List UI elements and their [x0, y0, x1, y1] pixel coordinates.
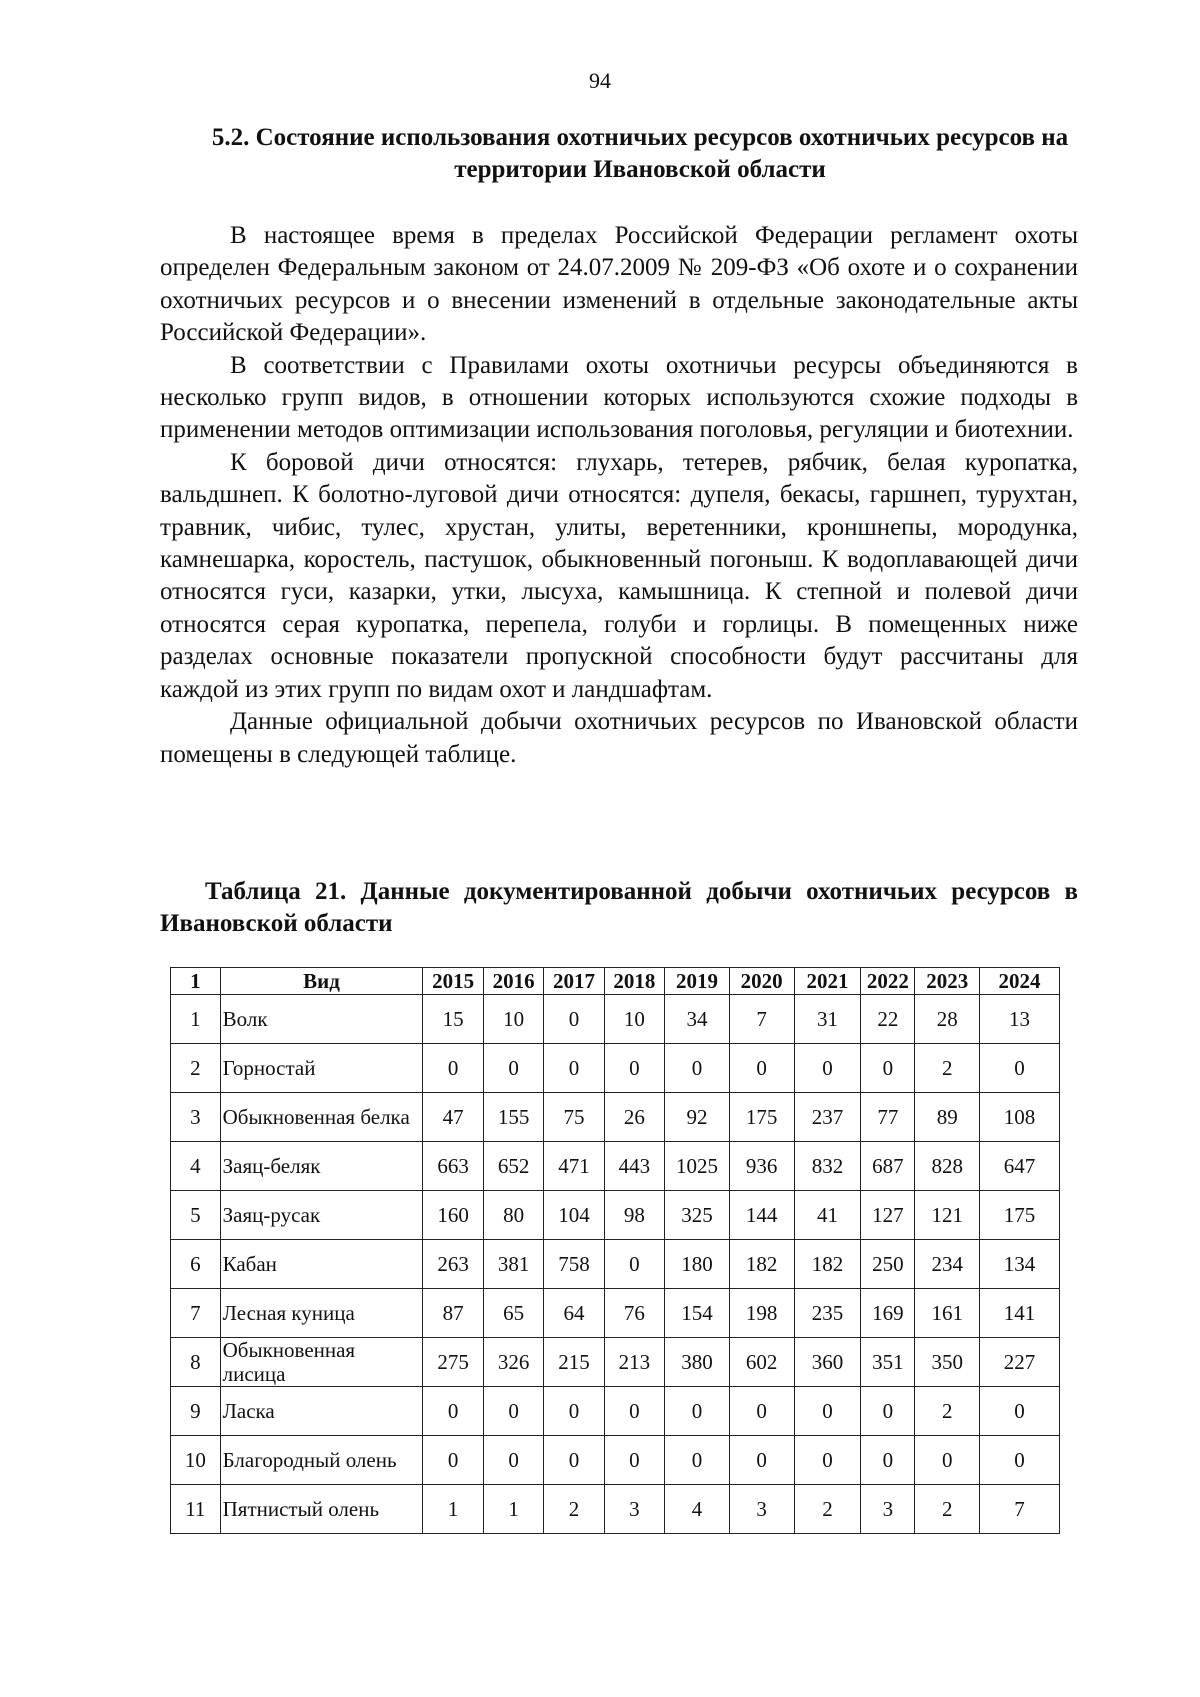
harvest-value-cell: 175	[729, 1093, 794, 1142]
harvest-value-cell: 1	[483, 1485, 543, 1534]
table-caption: Таблица 21. Данные документированной добычи охотничьих ресурсов в Ивановской области	[160, 878, 1078, 937]
harvest-value-cell: 160	[423, 1191, 483, 1240]
harvest-value-cell: 76	[604, 1289, 664, 1338]
table-row	[171, 1436, 1060, 1485]
page-number: 94	[589, 68, 611, 93]
harvest-value-cell: 89	[915, 1093, 980, 1142]
row-number-cell: 9	[171, 1387, 221, 1436]
column-header: 2018	[604, 968, 664, 995]
harvest-value-cell: 75	[544, 1093, 604, 1142]
harvest-value-cell: 0	[604, 1387, 664, 1436]
harvest-value-cell: 180	[665, 1240, 730, 1289]
harvest-value-cell: 0	[483, 1387, 543, 1436]
species-cell: Лесная куница	[220, 1289, 423, 1338]
table-row	[171, 1289, 1060, 1338]
harvest-value-cell: 0	[665, 1044, 730, 1093]
harvest-value-cell: 0	[729, 1387, 794, 1436]
harvest-value-cell: 0	[544, 1436, 604, 1485]
harvest-value-cell: 198	[729, 1289, 794, 1338]
harvest-value-cell: 0	[794, 1436, 861, 1485]
paragraph: К боровой дичи относятся: глухарь, тетерев, рябчик, белая куропатка, вальдшнеп. К болотно-луговой дичи относятся: дупеля, бекасы, гаршнеп, турухтан, травник, чибис, тулес, хрустан, улиты, веретенники, кроншнепы, мородунка, камнешарка, коростель, пастушок, обыкновенный погоныш. К водоплавающей дичи относятся гуси, казарки, утки, лысуха, камышница. К степной и полевой дичи относятся серая куропатка, перепела, голуби и горлицы. В помещенных ниже разделах основные показатели пропускной способности будут рассчитаны для каждой из этих групп по видам охот и ландшафтам.	[160, 448, 1078, 703]
harvest-value-cell: 326	[483, 1338, 543, 1387]
species-cell: Кабан	[220, 1240, 423, 1289]
column-header: 2023	[915, 968, 980, 995]
harvest-value-cell: 602	[729, 1338, 794, 1387]
column-header: 2017	[544, 968, 604, 995]
harvest-value-cell: 227	[980, 1338, 1060, 1387]
harvest-value-cell: 26	[604, 1093, 664, 1142]
harvest-value-cell: 471	[544, 1142, 604, 1191]
harvest-value-cell: 0	[794, 1044, 861, 1093]
harvest-value-cell: 2	[544, 1485, 604, 1534]
harvest-value-cell: 3	[604, 1485, 664, 1534]
harvest-value-cell: 0	[423, 1436, 483, 1485]
harvest-value-cell: 134	[980, 1240, 1060, 1289]
harvest-value-cell: 108	[980, 1093, 1060, 1142]
paragraph: В настоящее время в пределах Российской Федерации регламент охоты определен Федеральным законом от 24.07.2009 № 209-ФЗ «Об охоте и о сохранении охотничьих ресурсов и о внесении изменений в отдельные законодательные акты Российской Федерации».	[160, 222, 1078, 347]
harvest-value-cell: 1	[423, 1485, 483, 1534]
harvest-value-cell: 155	[483, 1093, 543, 1142]
harvest-value-cell: 2	[915, 1044, 980, 1093]
harvest-value-cell: 0	[544, 1387, 604, 1436]
harvest-value-cell: 0	[604, 1436, 664, 1485]
harvest-value-cell: 443	[604, 1142, 664, 1191]
row-number-cell: 4	[171, 1142, 221, 1191]
row-number-cell: 7	[171, 1289, 221, 1338]
table-header-row	[171, 968, 1060, 995]
harvest-value-cell: 0	[423, 1387, 483, 1436]
harvest-value-cell: 2	[915, 1387, 980, 1436]
harvest-value-cell: 22	[861, 995, 915, 1044]
harvest-value-cell: 175	[980, 1191, 1060, 1240]
table-row	[171, 1191, 1060, 1240]
harvest-value-cell: 10	[604, 995, 664, 1044]
harvest-value-cell: 0	[980, 1387, 1060, 1436]
harvest-value-cell: 213	[604, 1338, 664, 1387]
harvest-value-cell: 7	[980, 1485, 1060, 1534]
species-cell: Заяц-беляк	[220, 1142, 423, 1191]
row-number-cell: 8	[171, 1338, 221, 1387]
harvest-value-cell: 77	[861, 1093, 915, 1142]
body-text	[160, 220, 1078, 771]
harvest-value-cell: 215	[544, 1338, 604, 1387]
row-number-cell: 1	[171, 995, 221, 1044]
harvest-value-cell: 0	[729, 1044, 794, 1093]
harvest-value-cell: 87	[423, 1289, 483, 1338]
species-cell: Заяц-русак	[220, 1191, 423, 1240]
harvest-value-cell: 7	[729, 995, 794, 1044]
table-row	[171, 1485, 1060, 1534]
harvest-value-cell: 0	[861, 1387, 915, 1436]
species-cell: Ласка	[220, 1387, 423, 1436]
harvest-value-cell: 182	[729, 1240, 794, 1289]
harvest-value-cell: 98	[604, 1191, 664, 1240]
harvest-value-cell: 234	[915, 1240, 980, 1289]
column-header: 2019	[665, 968, 730, 995]
harvest-value-cell: 0	[665, 1387, 730, 1436]
harvest-value-cell: 832	[794, 1142, 861, 1191]
harvest-value-cell: 0	[544, 1044, 604, 1093]
harvest-value-cell: 31	[794, 995, 861, 1044]
column-header: 2015	[423, 968, 483, 995]
harvest-value-cell: 0	[483, 1436, 543, 1485]
harvest-value-cell: 647	[980, 1142, 1060, 1191]
column-header: 2016	[483, 968, 543, 995]
harvest-value-cell: 13	[980, 995, 1060, 1044]
harvest-value-cell: 275	[423, 1338, 483, 1387]
harvest-value-cell: 0	[483, 1044, 543, 1093]
column-header: 1	[171, 968, 221, 995]
harvest-value-cell: 80	[483, 1191, 543, 1240]
harvest-value-cell: 828	[915, 1142, 980, 1191]
harvest-value-cell: 64	[544, 1289, 604, 1338]
harvest-value-cell: 47	[423, 1093, 483, 1142]
harvest-value-cell: 127	[861, 1191, 915, 1240]
harvest-value-cell: 104	[544, 1191, 604, 1240]
harvest-value-cell: 15	[423, 995, 483, 1044]
harvest-value-cell: 0	[861, 1044, 915, 1093]
harvest-value-cell: 169	[861, 1289, 915, 1338]
harvest-value-cell: 28	[915, 995, 980, 1044]
harvest-value-cell: 325	[665, 1191, 730, 1240]
harvest-value-cell: 360	[794, 1338, 861, 1387]
harvest-value-cell: 0	[729, 1436, 794, 1485]
harvest-value-cell: 0	[665, 1436, 730, 1485]
harvest-value-cell: 121	[915, 1191, 980, 1240]
harvest-value-cell: 0	[794, 1387, 861, 1436]
species-cell: Пятнистый олень	[220, 1485, 423, 1534]
harvest-value-cell: 92	[665, 1093, 730, 1142]
species-cell: Благородный олень	[220, 1436, 423, 1485]
column-header: 2024	[980, 968, 1060, 995]
harvest-value-cell: 141	[980, 1289, 1060, 1338]
harvest-value-cell: 758	[544, 1240, 604, 1289]
table-row	[171, 995, 1060, 1044]
harvest-value-cell: 250	[861, 1240, 915, 1289]
harvest-value-cell: 41	[794, 1191, 861, 1240]
column-header: 2020	[729, 968, 794, 995]
harvest-value-cell: 0	[861, 1436, 915, 1485]
harvest-value-cell: 0	[980, 1436, 1060, 1485]
harvest-value-cell: 0	[915, 1436, 980, 1485]
harvest-table	[170, 967, 1060, 1534]
harvest-value-cell: 154	[665, 1289, 730, 1338]
row-number-cell: 3	[171, 1093, 221, 1142]
row-number-cell: 10	[171, 1436, 221, 1485]
harvest-value-cell: 3	[861, 1485, 915, 1534]
harvest-value-cell: 3	[729, 1485, 794, 1534]
harvest-value-cell: 351	[861, 1338, 915, 1387]
harvest-value-cell: 161	[915, 1289, 980, 1338]
harvest-value-cell: 0	[544, 995, 604, 1044]
table-row	[171, 1044, 1060, 1093]
column-header: 2021	[794, 968, 861, 995]
table-row	[171, 1093, 1060, 1142]
harvest-value-cell: 380	[665, 1338, 730, 1387]
harvest-value-cell: 65	[483, 1289, 543, 1338]
harvest-value-cell: 663	[423, 1142, 483, 1191]
table-row	[171, 1338, 1060, 1387]
harvest-value-cell: 381	[483, 1240, 543, 1289]
harvest-value-cell: 0	[604, 1240, 664, 1289]
table-row	[171, 1387, 1060, 1436]
harvest-value-cell: 237	[794, 1093, 861, 1142]
harvest-value-cell: 1025	[665, 1142, 730, 1191]
harvest-value-cell: 687	[861, 1142, 915, 1191]
harvest-value-cell: 4	[665, 1485, 730, 1534]
section-heading: 5.2. Состояние использования охотничьих ресурсов охотничьих ресурсов на территории Ивановской области	[211, 124, 1069, 183]
species-cell: Волк	[220, 995, 423, 1044]
species-cell: Обыкновенная лисица	[220, 1338, 423, 1387]
table-row	[171, 1240, 1060, 1289]
paragraph: В соответствии с Правилами охоты охотничьи ресурсы объединяются в несколько групп видов, в отношении которых используются схожие подходы в применении методов оптимизации использования поголовья, регуляции и биотехнии.	[160, 351, 1078, 444]
harvest-value-cell: 0	[980, 1044, 1060, 1093]
harvest-value-cell: 2	[915, 1485, 980, 1534]
row-number-cell: 5	[171, 1191, 221, 1240]
harvest-value-cell: 182	[794, 1240, 861, 1289]
harvest-value-cell: 652	[483, 1142, 543, 1191]
harvest-value-cell: 0	[423, 1044, 483, 1093]
harvest-value-cell: 2	[794, 1485, 861, 1534]
species-cell: Горностай	[220, 1044, 423, 1093]
column-header: 2022	[861, 968, 915, 995]
harvest-value-cell: 10	[483, 995, 543, 1044]
table-row	[171, 1142, 1060, 1191]
row-number-cell: 11	[171, 1485, 221, 1534]
harvest-value-cell: 936	[729, 1142, 794, 1191]
harvest-value-cell: 34	[665, 995, 730, 1044]
row-number-cell: 6	[171, 1240, 221, 1289]
harvest-value-cell: 144	[729, 1191, 794, 1240]
column-header: Вид	[220, 968, 423, 995]
harvest-value-cell: 263	[423, 1240, 483, 1289]
row-number-cell: 2	[171, 1044, 221, 1093]
harvest-value-cell: 235	[794, 1289, 861, 1338]
harvest-value-cell: 0	[604, 1044, 664, 1093]
species-cell: Обыкновенная белка	[220, 1093, 423, 1142]
paragraph: Данные официальной добычи охотничьих ресурсов по Ивановской области помещены в следующей таблице.	[160, 708, 1078, 768]
harvest-value-cell: 350	[915, 1338, 980, 1387]
